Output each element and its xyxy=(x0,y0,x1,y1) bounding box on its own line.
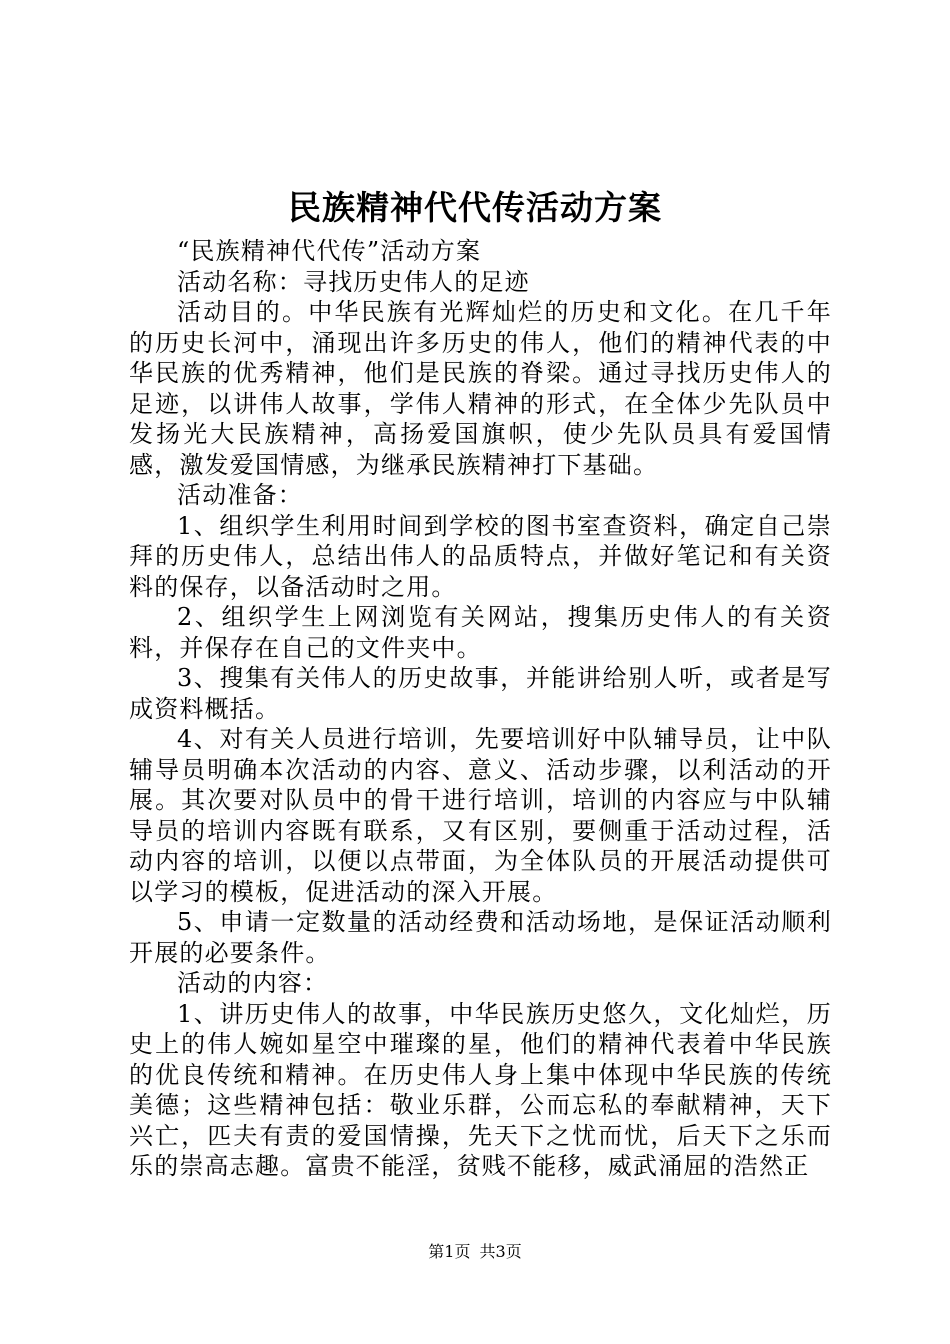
paragraph-preparation-1: 1、组织学生利用时间到学校的图书室查资料，确定自己崇拜的历史伟人，总结出伟人的品质特点，并做好笔记和有关资料的保存，以备活动时之用。 xyxy=(129,511,832,601)
paragraph-activity-name: 活动名称：寻找历史伟人的足迹 xyxy=(177,267,530,296)
paragraph-activity-purpose: 活动目的。中华民族有光辉灿烂的历史和文化。在几千年的历史长河中，涌现出许多历史的伟人，他们的精神代表的中华民族的优秀精神，他们是民族的脊梁。通过寻找历史伟人的足迹，以讲伟人故事，学伟人精神的形式，在全体少先队员中发扬光大民族精神，高扬爱国旗帜，使少先队员具有爱国情感，激发爱国情感，为继承民族精神打下基础。 xyxy=(129,298,832,479)
page-footer xyxy=(0,1241,950,1263)
page-number: 第1页 xyxy=(428,1242,471,1261)
paragraph-preparation-heading: 活动准备： xyxy=(177,481,303,509)
paragraph-preparation-2: 2、组织学生上网浏览有关网站，搜集历史伟人的有关资料，并保存在自己的文件夹中。 xyxy=(129,603,832,662)
paragraph-content-1: 1、讲历史伟人的故事，中华民族历史悠久，文化灿烂，历史上的伟人婉如星空中璀璨的星，他们的精神代表着中华民族的优良传统和精神。在历史伟人身上集中体现中华民族的传统美德；这些精神包括：敬业乐群，公而忘私的奉献精神，天下兴亡，匹夫有责的爱国情操，先天下之忧而忧，后天下之乐而乐的崇高志趣。富贵不能淫，贫贱不能移，威武涌屈的浩然正 xyxy=(129,999,832,1180)
paragraph-subtitle: “民族精神代代传”活动方案 xyxy=(177,237,482,265)
page-total: 共3页 xyxy=(479,1242,522,1261)
paragraph-content-heading: 活动的内容： xyxy=(177,969,329,997)
document-title: 民族精神代代传活动方案 xyxy=(288,188,662,227)
document-body xyxy=(129,236,832,1182)
paragraph-preparation-5: 5、申请一定数量的活动经费和活动场地，是保证活动顺利开展的必要条件。 xyxy=(129,908,832,967)
paragraph-preparation-3: 3、搜集有关伟人的历史故事，并能讲给别人听，或者是写成资料概括。 xyxy=(129,664,832,723)
paragraph-preparation-4: 4、对有关人员进行培训，先要培训好中队辅导员，让中队辅导员明确本次活动的内容、意义、活动步骤，以利活动的开展。其次要对队员中的骨干进行培训，培训的内容应与中队辅导员的培训内容既有联系，又有区别，要侧重于活动过程，活动内容的培训，以便以点带面，为全体队员的开展活动提供可以学习的模板，促进活动的深入开展。 xyxy=(129,725,832,906)
